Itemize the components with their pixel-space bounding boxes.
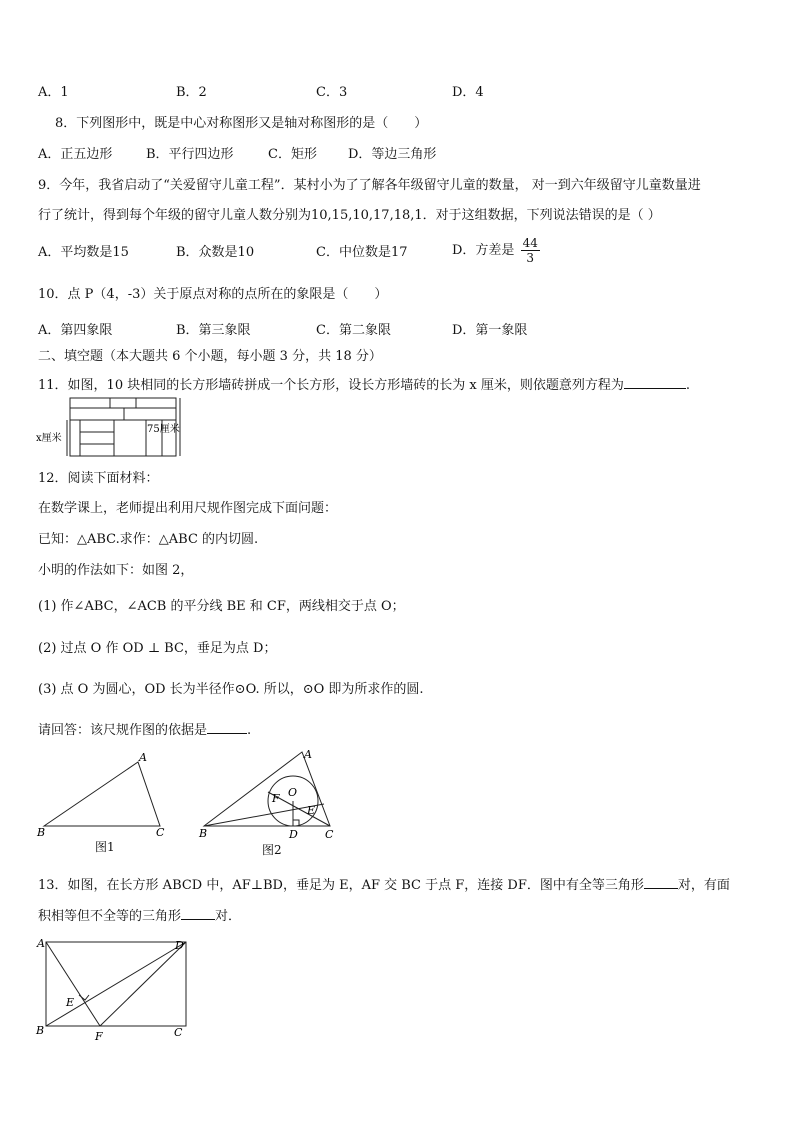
q8-option-d: D．等边三角形: [348, 147, 437, 162]
q10-option-d: D．第一象限: [452, 323, 528, 338]
answer-blank: [207, 719, 247, 734]
diagonal-bd: [46, 942, 186, 1026]
q7-option-a: A．1: [38, 85, 69, 100]
point-label-e: E: [66, 996, 75, 1009]
vertex-label-c: C: [325, 828, 334, 841]
75cm-label: 75厘米: [147, 424, 180, 435]
q12-step3: (3) 点 O 为圆心，OD 长为半径作⊙O. 所以，⊙O 即为所求作的圆.: [38, 682, 424, 697]
q13-line1-text: 13．如图，在长方形 ABCD 中，AF⊥BD，垂足为 E，AF 交 BC 于点 F，连接 DF．图中有全等三角形: [38, 878, 644, 893]
point-label-o: O: [288, 786, 298, 799]
section-heading: 二、填空题（本大题共 6 个小题，每小题 3 分，共 18 分）: [38, 349, 382, 364]
q9-option-d-label: D．方差是: [452, 243, 515, 258]
q9-stem-line2: 行了统计，得到每个年级的留守儿童人数分别为10,15,10,17,18,1．对于这组数据，下列说法错误的是（ ）: [38, 208, 661, 223]
segment-df: [100, 942, 186, 1026]
q8-option-b: B．平行四边形: [146, 147, 234, 162]
q11-stem: [38, 374, 690, 395]
q13-line2-text: 积相等但不全等的三角形: [38, 909, 182, 924]
q9-option-a: A．平均数是15: [38, 245, 129, 260]
fraction-denominator: 3: [526, 251, 535, 265]
vertex-label-b: B: [199, 827, 208, 840]
vertex-label-d: D: [175, 939, 184, 952]
triangle-abc: [44, 762, 160, 826]
point-label-f: F: [95, 1030, 103, 1043]
q12-step2: (2) 过点 O 作 OD ⊥ BC，垂足为点 D；: [38, 641, 277, 656]
q10-option-c: C．第二象限: [316, 323, 391, 338]
vertex-label-b: B: [36, 1024, 45, 1037]
figure-1-caption: 图1: [95, 840, 115, 854]
q12-line2: 已知：△ABC.求作：△ABC 的内切圆.: [38, 532, 259, 547]
q9-option-d: [452, 236, 540, 265]
incircle-figure-2: [196, 744, 342, 842]
triangle-figure-1: [34, 748, 174, 840]
figure-2-caption: 图2: [262, 843, 282, 857]
segment-af: [46, 942, 100, 1026]
q12-question-text: 请回答：该尺规作图的依据是: [38, 723, 208, 738]
q8-option-c: C．矩形: [268, 147, 317, 162]
vertex-label-c: C: [174, 1026, 183, 1039]
answer-blank: [181, 905, 215, 920]
q12-intro: 12．阅读下面材料：: [38, 471, 159, 486]
q9-stem-line1: 9．今年，我省启动了“关爱留守儿童工程”．某村小为了了解各年级留守儿童的数量， 对一到六年级留守儿童数量进: [38, 178, 701, 193]
q13-line2-end: 对．: [215, 909, 242, 924]
q8-option-a: A．正五边形: [38, 147, 113, 162]
vertex-label-a: A: [139, 751, 147, 764]
q11-stem-end: .: [685, 378, 690, 393]
rectangle-abcd-figure: [34, 934, 194, 1044]
q10-option-b: B．第三象限: [176, 323, 251, 338]
q13-line1-end: 对，有面: [677, 878, 730, 893]
x-cm-label: x厘米: [36, 433, 62, 444]
q8-stem: 8．下列图形中，既是中心对称图形又是轴对称图形的是（ ）: [55, 116, 428, 131]
q12-question-end: .: [247, 723, 252, 738]
q12-question: [38, 719, 251, 740]
q7-option-d: D．4: [452, 85, 484, 100]
q12-line1: 在数学课上，老师提出利用尺规作图完成下面问题：: [38, 501, 338, 516]
right-angle-mark: [79, 995, 89, 1000]
point-label-d: D: [289, 828, 298, 841]
vertex-label-c: C: [156, 826, 165, 839]
brick-wall-figure: [36, 396, 196, 458]
q13-line2: [38, 905, 241, 926]
q7-option-b: B．2: [176, 85, 207, 100]
vertex-label-a: A: [304, 748, 312, 761]
vertex-label-a: A: [37, 937, 45, 950]
q10-stem: 10．点 P（4，-3）关于原点对称的点所在的象限是（ ）: [38, 287, 388, 302]
vertex-label-b: B: [37, 826, 46, 839]
point-label-f: F: [272, 792, 280, 805]
point-label-e: E: [307, 804, 316, 817]
q13-line1: [38, 874, 730, 895]
answer-blank: [644, 874, 678, 889]
answer-blank: [624, 374, 686, 389]
variance-fraction: [521, 236, 540, 265]
q7-option-c: C．3: [316, 85, 348, 100]
q9-option-b: B．众数是10: [176, 245, 255, 260]
q12-line3: 小明的作法如下：如图 2，: [38, 563, 194, 578]
q9-option-c: C．中位数是17: [316, 245, 408, 260]
q12-step1: (1) 作∠ABC，∠ACB 的平分线 BE 和 CF，两线相交于点 O；: [38, 599, 405, 614]
q11-stem-text: 11．如图，10 块相同的长方形墙砖拼成一个长方形，设长方形墙砖的长为 x 厘米，则依题意列方程为: [38, 378, 624, 393]
q10-option-a: A．第四象限: [38, 323, 113, 338]
fraction-numerator: 44: [522, 236, 538, 250]
